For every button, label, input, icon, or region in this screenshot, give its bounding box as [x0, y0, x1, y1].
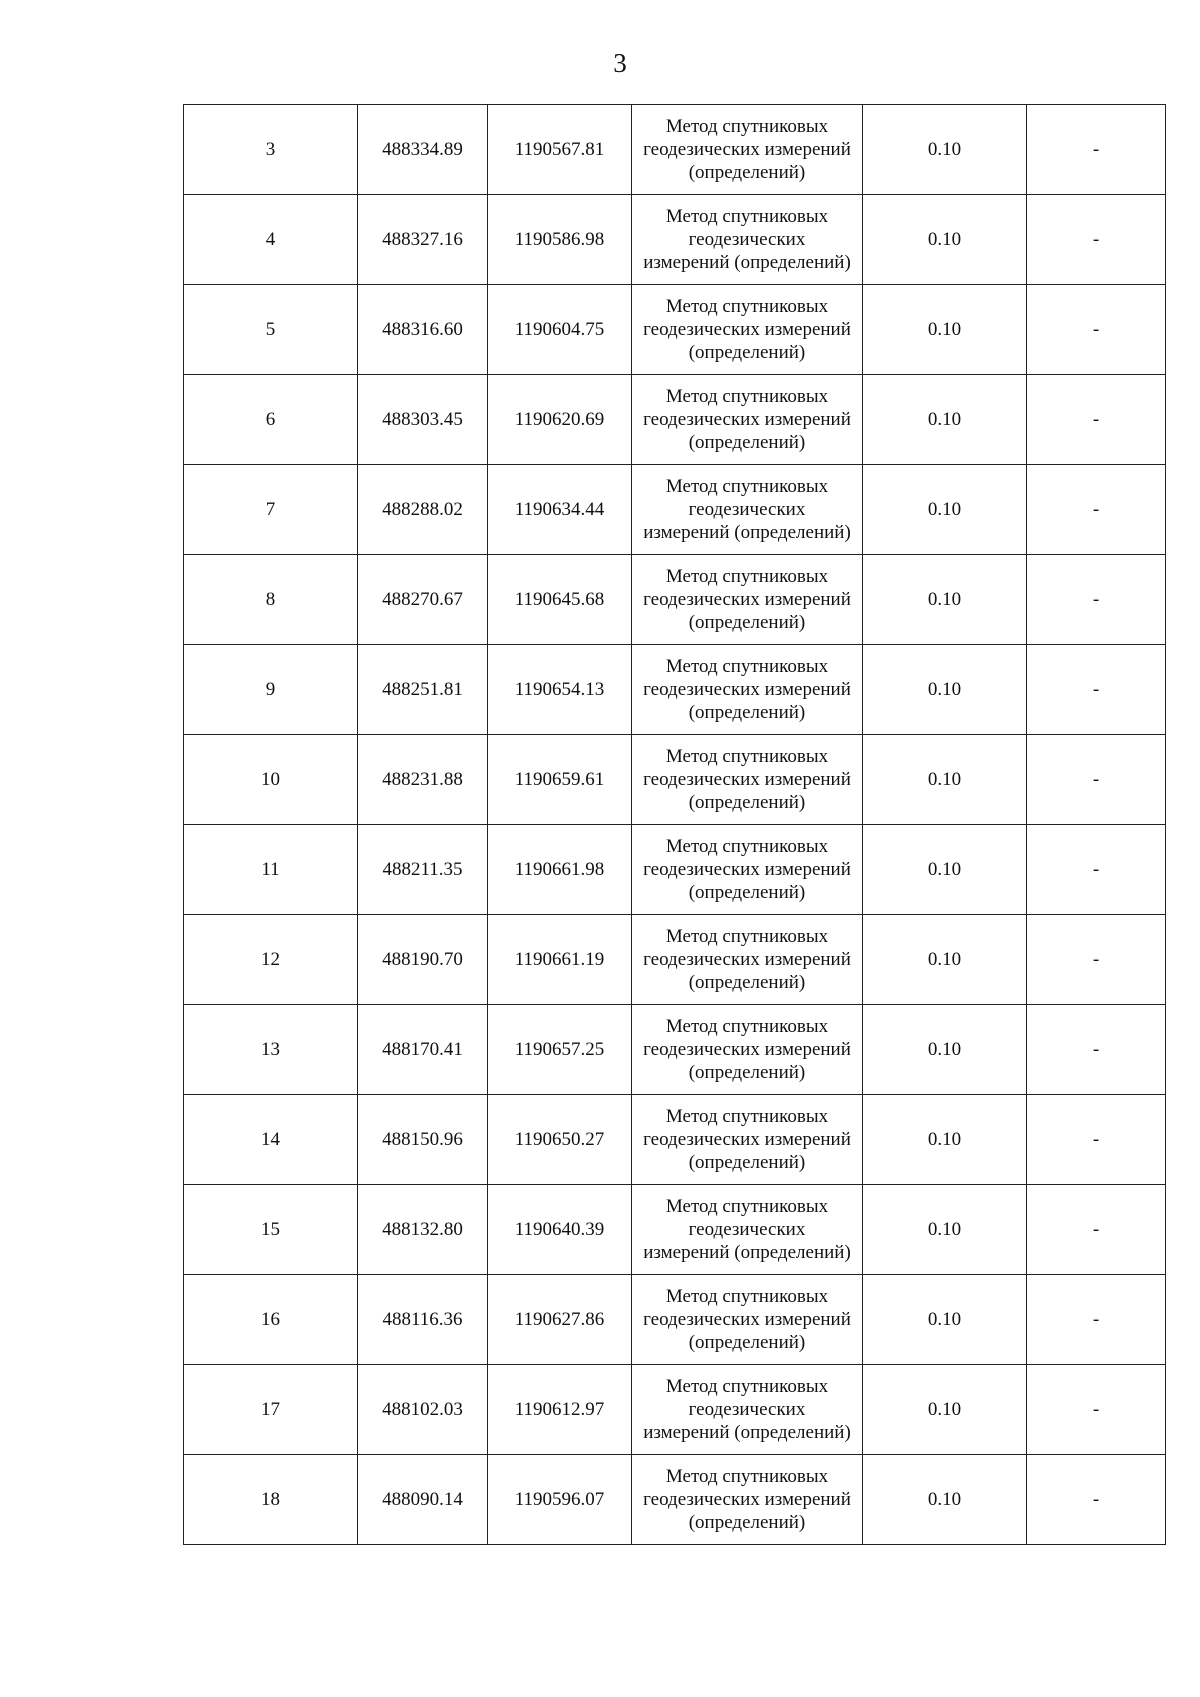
point-number-cell: 7 — [184, 465, 358, 555]
y-coordinate-cell: 1190657.25 — [488, 1005, 632, 1095]
y-coordinate-cell: 1190620.69 — [488, 375, 632, 465]
x-coordinate-cell: 488150.96 — [358, 1095, 488, 1185]
method-cell — [632, 285, 863, 375]
accuracy-cell: 0.10 — [863, 555, 1027, 645]
method-text-line: геодезических измерений — [643, 1039, 851, 1060]
note-cell: - — [1027, 465, 1166, 555]
point-number-cell: 11 — [184, 825, 358, 915]
table-row — [184, 465, 1166, 555]
method-cell — [632, 465, 863, 555]
x-coordinate-cell: 488090.14 — [358, 1455, 488, 1545]
method-text-line: Метод спутниковых — [665, 746, 829, 767]
method-text-line: геодезических измерений — [643, 679, 851, 700]
method-text-line: (определений) — [688, 342, 806, 363]
x-coordinate-cell: 488316.60 — [358, 285, 488, 375]
method-cell — [632, 1185, 863, 1275]
method-text-line: (определений) — [688, 702, 806, 723]
table-row — [184, 915, 1166, 1005]
point-number-cell: 18 — [184, 1455, 358, 1545]
method-text-line: измерений (определений) — [643, 1422, 851, 1443]
y-coordinate-cell: 1190659.61 — [488, 735, 632, 825]
method-cell — [632, 375, 863, 465]
accuracy-cell: 0.10 — [863, 1275, 1027, 1365]
point-number-cell: 8 — [184, 555, 358, 645]
method-text-line: Метод спутниковых — [665, 1286, 829, 1307]
note-cell: - — [1027, 915, 1166, 1005]
table-row — [184, 825, 1166, 915]
y-coordinate-cell: 1190640.39 — [488, 1185, 632, 1275]
note-cell: - — [1027, 1005, 1166, 1095]
method-text-line: геодезических измерений — [643, 409, 851, 430]
table-row — [184, 555, 1166, 645]
method-text-line: геодезических измерений — [643, 769, 851, 790]
method-cell — [632, 195, 863, 285]
note-cell: - — [1027, 1455, 1166, 1545]
accuracy-cell: 0.10 — [863, 1095, 1027, 1185]
note-cell: - — [1027, 1275, 1166, 1365]
method-text-line: Метод спутниковых — [665, 566, 829, 587]
note-cell: - — [1027, 105, 1166, 195]
method-text-line: Метод спутниковых — [665, 1106, 829, 1127]
method-text-line: Метод спутниковых — [665, 1196, 829, 1217]
method-text-line: геодезических измерений — [643, 1129, 851, 1150]
method-text-line: измерений (определений) — [643, 1242, 851, 1263]
point-number-cell: 17 — [184, 1365, 358, 1455]
method-cell — [632, 1275, 863, 1365]
coordinates-table — [183, 104, 1166, 1545]
point-number-cell: 14 — [184, 1095, 358, 1185]
method-text-line: геодезических измерений — [643, 859, 851, 880]
point-number-cell: 4 — [184, 195, 358, 285]
method-text-line: геодезических измерений — [643, 319, 851, 340]
method-text-line: измерений (определений) — [643, 522, 851, 543]
y-coordinate-cell: 1190586.98 — [488, 195, 632, 285]
accuracy-cell: 0.10 — [863, 1005, 1027, 1095]
method-text-line: геодезических — [688, 1399, 806, 1420]
note-cell: - — [1027, 555, 1166, 645]
method-text-line: геодезических измерений — [643, 1489, 851, 1510]
note-cell: - — [1027, 645, 1166, 735]
method-text-line: Метод спутниковых — [665, 1466, 829, 1487]
method-text-line: (определений) — [688, 1512, 806, 1533]
table-row — [184, 735, 1166, 825]
point-number-cell: 16 — [184, 1275, 358, 1365]
accuracy-cell: 0.10 — [863, 735, 1027, 825]
table-row — [184, 1455, 1166, 1545]
table-row — [184, 1365, 1166, 1455]
x-coordinate-cell: 488334.89 — [358, 105, 488, 195]
method-text-line: измерений (определений) — [643, 252, 851, 273]
point-number-cell: 9 — [184, 645, 358, 735]
method-text-line: (определений) — [688, 1152, 806, 1173]
method-text-line: Метод спутниковых — [665, 926, 829, 947]
method-text-line: Метод спутниковых — [665, 116, 829, 137]
method-text-line: (определений) — [688, 1062, 806, 1083]
table-row — [184, 195, 1166, 285]
method-text-line: Метод спутниковых — [665, 476, 829, 497]
accuracy-cell: 0.10 — [863, 1365, 1027, 1455]
x-coordinate-cell: 488303.45 — [358, 375, 488, 465]
x-coordinate-cell: 488270.67 — [358, 555, 488, 645]
x-coordinate-cell: 488132.80 — [358, 1185, 488, 1275]
table-row — [184, 375, 1166, 465]
page-number: 3 — [613, 48, 627, 78]
note-cell: - — [1027, 1365, 1166, 1455]
x-coordinate-cell: 488327.16 — [358, 195, 488, 285]
point-number-cell: 10 — [184, 735, 358, 825]
table-row — [184, 645, 1166, 735]
method-text-line: геодезических — [688, 1219, 806, 1240]
method-text-line: геодезических измерений — [643, 949, 851, 970]
y-coordinate-cell: 1190661.98 — [488, 825, 632, 915]
y-coordinate-cell: 1190604.75 — [488, 285, 632, 375]
note-cell: - — [1027, 1185, 1166, 1275]
method-text-line: Метод спутниковых — [665, 1016, 829, 1037]
accuracy-cell: 0.10 — [863, 1455, 1027, 1545]
method-cell — [632, 915, 863, 1005]
note-cell: - — [1027, 195, 1166, 285]
y-coordinate-cell: 1190612.97 — [488, 1365, 632, 1455]
point-number-cell: 15 — [184, 1185, 358, 1275]
method-text-line: геодезических измерений — [643, 1309, 851, 1330]
method-text-line: геодезических — [688, 499, 806, 520]
note-cell: - — [1027, 825, 1166, 915]
accuracy-cell: 0.10 — [863, 285, 1027, 375]
table-body — [184, 105, 1166, 1545]
method-text-line: (определений) — [688, 792, 806, 813]
method-text-line: Метод спутниковых — [665, 656, 829, 677]
accuracy-cell: 0.10 — [863, 465, 1027, 555]
x-coordinate-cell: 488190.70 — [358, 915, 488, 1005]
method-cell — [632, 1095, 863, 1185]
table-row — [184, 1275, 1166, 1365]
method-text-line: (определений) — [688, 972, 806, 993]
method-text-line: (определений) — [688, 432, 806, 453]
method-text-line: (определений) — [688, 882, 806, 903]
accuracy-cell: 0.10 — [863, 645, 1027, 735]
accuracy-cell: 0.10 — [863, 105, 1027, 195]
y-coordinate-cell: 1190634.44 — [488, 465, 632, 555]
note-cell: - — [1027, 1095, 1166, 1185]
table-row — [184, 285, 1166, 375]
method-text-line: Метод спутниковых — [665, 1376, 829, 1397]
accuracy-cell: 0.10 — [863, 195, 1027, 285]
method-text-line: Метод спутниковых — [665, 836, 829, 857]
note-cell: - — [1027, 285, 1166, 375]
method-text-line: Метод спутниковых — [665, 296, 829, 317]
point-number-cell: 6 — [184, 375, 358, 465]
accuracy-cell: 0.10 — [863, 375, 1027, 465]
y-coordinate-cell: 1190596.07 — [488, 1455, 632, 1545]
accuracy-cell: 0.10 — [863, 1185, 1027, 1275]
method-cell — [632, 555, 863, 645]
method-text-line: (определений) — [688, 1332, 806, 1353]
table-row — [184, 105, 1166, 195]
x-coordinate-cell: 488251.81 — [358, 645, 488, 735]
table-row — [184, 1095, 1166, 1185]
x-coordinate-cell: 488231.88 — [358, 735, 488, 825]
point-number-cell: 3 — [184, 105, 358, 195]
point-number-cell: 5 — [184, 285, 358, 375]
y-coordinate-cell: 1190645.68 — [488, 555, 632, 645]
method-text-line: геодезических измерений — [643, 139, 851, 160]
method-text-line: Метод спутниковых — [665, 206, 829, 227]
method-cell — [632, 1365, 863, 1455]
y-coordinate-cell: 1190661.19 — [488, 915, 632, 1005]
table-row — [184, 1005, 1166, 1095]
method-text-line: (определений) — [688, 162, 806, 183]
table-row — [184, 1185, 1166, 1275]
y-coordinate-cell: 1190567.81 — [488, 105, 632, 195]
method-cell — [632, 735, 863, 825]
x-coordinate-cell: 488170.41 — [358, 1005, 488, 1095]
method-cell — [632, 645, 863, 735]
method-text-line: геодезических — [688, 229, 806, 250]
method-cell — [632, 1005, 863, 1095]
x-coordinate-cell: 488116.36 — [358, 1275, 488, 1365]
method-text-line: Метод спутниковых — [665, 386, 829, 407]
note-cell: - — [1027, 735, 1166, 825]
point-number-cell: 13 — [184, 1005, 358, 1095]
x-coordinate-cell: 488102.03 — [358, 1365, 488, 1455]
method-text-line: (определений) — [688, 612, 806, 633]
note-cell: - — [1027, 375, 1166, 465]
method-cell — [632, 825, 863, 915]
accuracy-cell: 0.10 — [863, 825, 1027, 915]
x-coordinate-cell: 488288.02 — [358, 465, 488, 555]
method-text-line: геодезических измерений — [643, 589, 851, 610]
x-coordinate-cell: 488211.35 — [358, 825, 488, 915]
accuracy-cell: 0.10 — [863, 915, 1027, 1005]
method-cell — [632, 1455, 863, 1545]
y-coordinate-cell: 1190654.13 — [488, 645, 632, 735]
point-number-cell: 12 — [184, 915, 358, 1005]
method-cell — [632, 105, 863, 195]
y-coordinate-cell: 1190650.27 — [488, 1095, 632, 1185]
y-coordinate-cell: 1190627.86 — [488, 1275, 632, 1365]
